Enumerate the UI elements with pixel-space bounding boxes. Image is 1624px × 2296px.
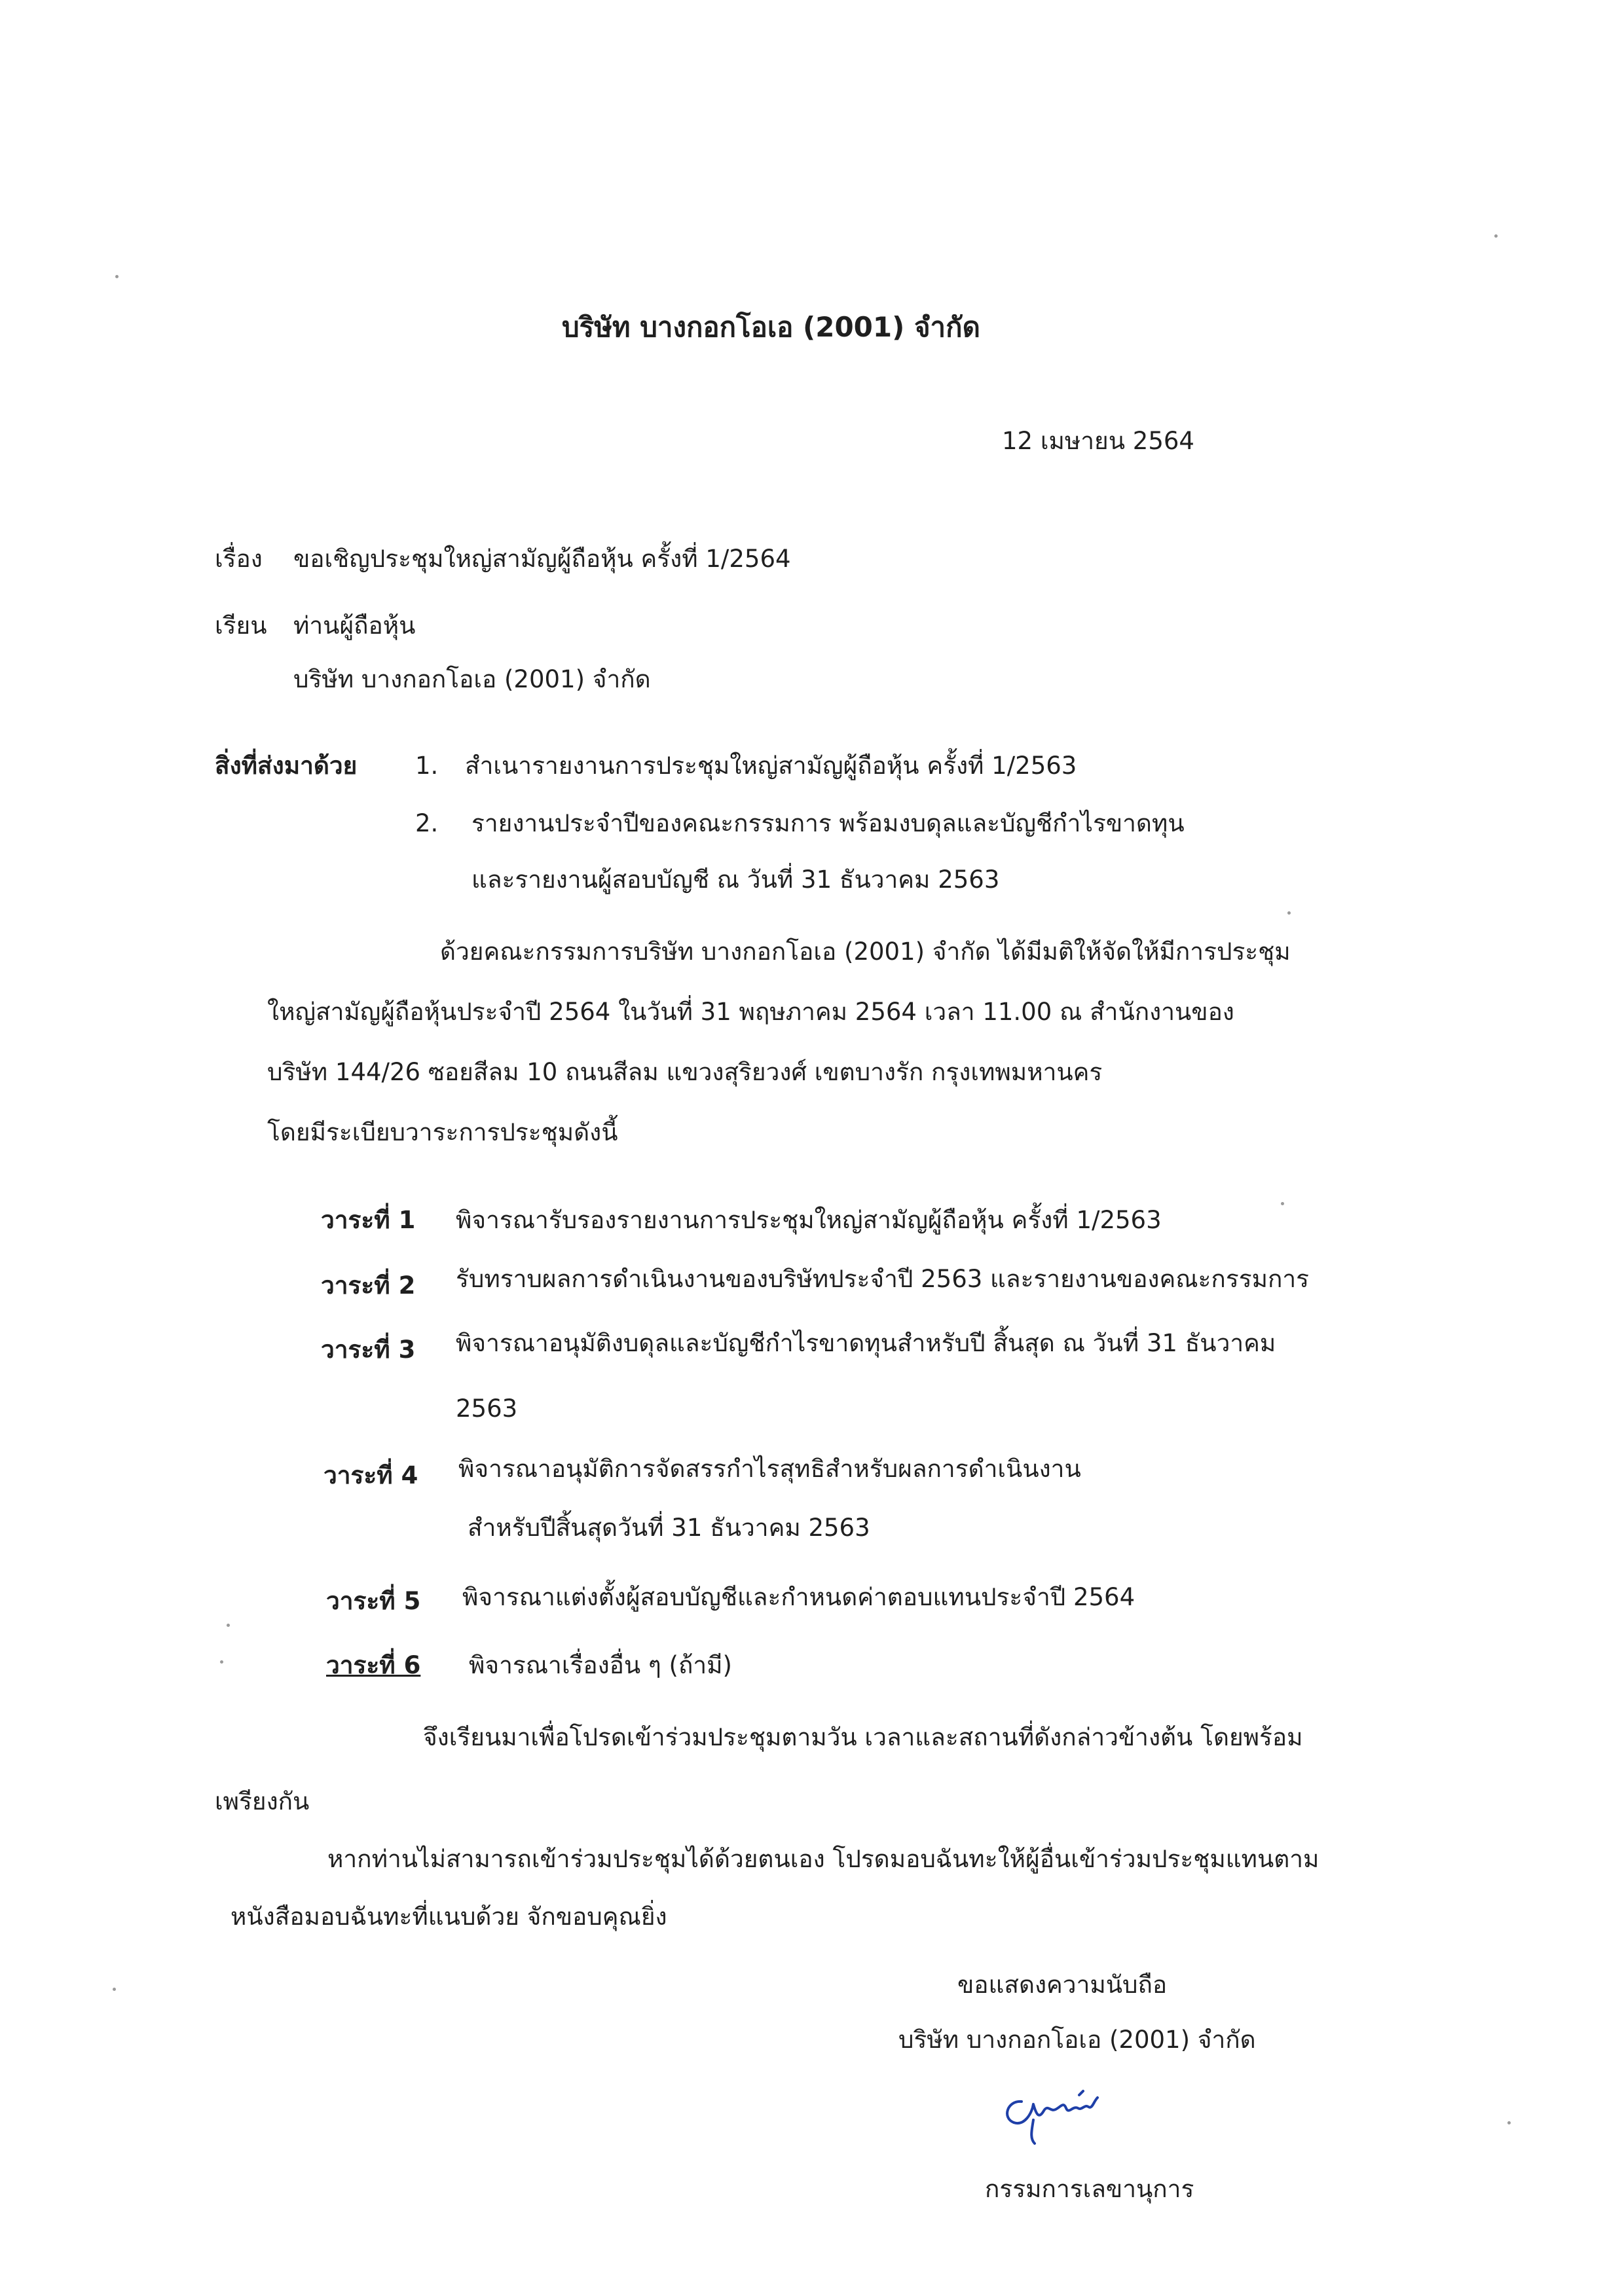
closing-line: เพรียงกัน (215, 1787, 310, 1815)
agenda-text: พิจารณารับรองรายงานการประชุมใหญ่สามัญผู้ถือหุ้น ครั้งที่ 1/2563 (456, 1206, 1162, 1234)
letter-date: 12 เมษายน 2564 (1002, 427, 1194, 455)
agenda-text: พิจารณาเรื่องอื่น ๆ (ถ้ามี) (469, 1651, 732, 1679)
closing-line: หากท่านไม่สามารถเข้าร่วมประชุมได้ด้วยตนเอง โปรดมอบฉันทะให้ผู้อื่นเข้าร่วมประชุมแทนตาม (327, 1845, 1320, 1873)
agenda-label: วาระที่ 5 (326, 1587, 421, 1615)
scan-speck (220, 1660, 223, 1664)
agenda-label: วาระที่ 4 (323, 1461, 418, 1489)
agenda-text: พิจารณาอนุมัติงบดุลและบัญชีกำไรขาดทุนสำหรับปี สิ้นสุด ณ วันที่ 31 ธันวาคม (456, 1329, 1276, 1357)
scan-speck (1287, 911, 1291, 915)
agenda-label: วาระที่ 3 (321, 1336, 416, 1364)
closing-line: หนังสือมอบฉันทะที่แนบด้วย จักขอบคุณยิ่ง (231, 1903, 667, 1931)
agenda-text: พิจารณาแต่งตั้งผู้สอบบัญชีและกำหนดค่าตอบแทนประจำปี 2564 (462, 1583, 1135, 1611)
enclosure-number: 1. (415, 752, 439, 780)
enclosures-label: สิ่งที่ส่งมาด้วย (215, 752, 358, 780)
sign-company: บริษัท บางกอกโอเอ (2001) จำกัด (898, 2026, 1256, 2054)
body-line: โดยมีระเบียบวาระการประชุมดังนี้ (267, 1118, 618, 1146)
scan-speck (113, 1988, 116, 1991)
scan-speck (1281, 1202, 1284, 1205)
enclosure-item: สำเนารายงานการประชุมใหญ่สามัญผู้ถือหุ้น ครั้งที่ 1/2563 (465, 752, 1077, 780)
scan-speck (1507, 2121, 1511, 2124)
subject-text: ขอเชิญประชุมใหญ่สามัญผู้ถือหุ้น ครั้งที่ 1/2564 (293, 545, 791, 573)
enclosure-number: 2. (415, 809, 439, 837)
handwritten-signature (995, 2082, 1113, 2154)
signature-tail (1031, 2120, 1035, 2143)
agenda-text-continued: 2563 (456, 1394, 518, 1423)
scan-speck (115, 275, 119, 278)
agenda-text: พิจารณาอนุมัติการจัดสรรกำไรสุทธิสำหรับผลการดำเนินงาน (458, 1455, 1081, 1483)
agenda-label: วาระที่ 6 (326, 1651, 421, 1679)
signature-accent (1079, 2091, 1083, 2095)
agenda-label: วาระที่ 1 (321, 1206, 416, 1234)
scan-speck (227, 1624, 230, 1627)
to-recipient: ท่านผู้ถือหุ้น (293, 611, 416, 640)
signature-stroke (1007, 2098, 1098, 2123)
closing-line: จึงเรียนมาเพื่อโปรดเข้าร่วมประชุมตามวัน เวลาและสถานที่ดังกล่าวข้างต้น โดยพร้อม (423, 1723, 1303, 1751)
signer-title: กรรมการเลขานุการ (985, 2175, 1194, 2203)
body-line: บริษัท 144/26 ซอยสีลม 10 ถนนสีลม แขวงสุริยวงศ์ เขตบางรัก กรุงเทพมหานคร (267, 1058, 1103, 1086)
to-label: เรียน (215, 611, 267, 640)
enclosure-item-continued: และรายงานผู้สอบบัญชี ณ วันที่ 31 ธันวาคม 2563 (471, 866, 1000, 894)
scan-speck (1494, 234, 1498, 238)
agenda-label: วาระที่ 2 (321, 1271, 416, 1300)
agenda-text-continued: สำหรับปีสิ้นสุดวันที่ 31 ธันวาคม 2563 (468, 1514, 870, 1542)
subject-label: เรื่อง (215, 545, 263, 573)
agenda-text: รับทราบผลการดำเนินงานของบริษัทประจำปี 2563 และรายงานของคณะกรรมการ (456, 1265, 1310, 1293)
body-line: ด้วยคณะกรรมการบริษัท บางกอกโอเอ (2001) จำกัด ได้มีมติให้จัดให้มีการประชุม (440, 938, 1291, 966)
company-title: บริษัท บางกอกโอเอ (2001) จำกัด (562, 311, 980, 343)
body-line: ใหญ่สามัญผู้ถือหุ้นประจำปี 2564 ในวันที่ 31 พฤษภาคม 2564 เวลา 11.00 ณ สำนักงานของ (267, 998, 1234, 1026)
sign-off: ขอแสดงความนับถือ (957, 1971, 1168, 1999)
to-company: บริษัท บางกอกโอเอ (2001) จำกัด (293, 665, 651, 693)
enclosure-item: รายงานประจำปีของคณะกรรมการ พร้อมงบดุลและบัญชีกำไรขาดทุน (471, 809, 1185, 837)
